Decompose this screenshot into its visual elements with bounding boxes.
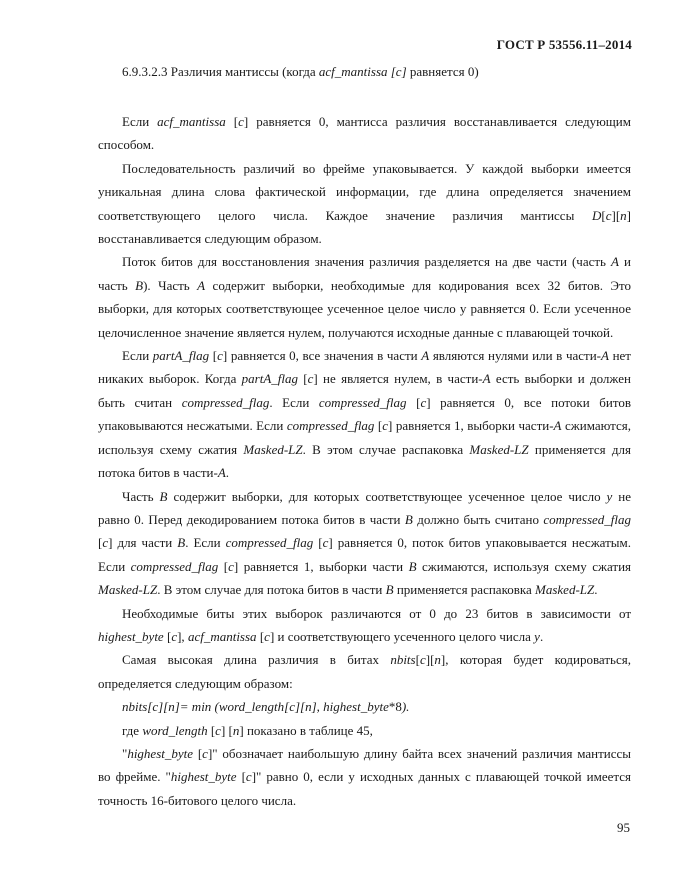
section-number: 6.9.3.2.3: [122, 64, 168, 79]
section-heading: 6.9.3.2.3 Различия мантиссы (когда acf_mantissa [c] равняется 0): [122, 64, 479, 79]
standard-header: ГОСТ Р 53556.11–2014: [496, 37, 632, 52]
paragraph-2: Последовательность различий во фрейме упаковывается. У каждой выборки имеется уникальная длина слова фактической информации, где длина определяется значением соответствующего целого числа. Каждое значение различия мантиссы D[c][n] восстанавливается следующим образом.: [98, 160, 631, 247]
paragraph-6: Необходимые биты этих выборок различаются от 0 до 23 битов в зависимости от highest_byte [c], acf_mantissa [c] и соответствующего усеченного целого числа y.: [98, 605, 631, 644]
paragraph-4: Если partA_flag [c] равняется 0, все значения в части A являются нулями или в части-A нет никаких выборок. Когда partA_flag [c] не является нулем, в части-A есть выборки и должен быть считан compressed_flag. Если compressed_flag [c] равняется 0, все потоки битов упаковываются несжатыми. Если compressed_flag [c] равняется 1, выборки части-A сжимаются, используя схему сжатия Masked-LZ. В этом случае распаковка Masked-LZ применяется для потока битов в части-A.: [98, 348, 632, 481]
paragraph-3: Поток битов для восстановления значения различия разделяется на две части (часть A и часть B). Часть A содержит выборки, необходимые для кодирования всех 32 битов. Это выборки, для которых соответствующее усеченное целое число y равняется 0. Если усеченное целочисленное значение является нулем, получаются исходные данные с плавающей точкой.: [98, 254, 631, 340]
paragraph-5: Часть B содержит выборки, для которых соответствующее усеченное целое число y не равно 0. Перед декодированием потока битов в части B должно быть считано compressed_flag [c] для части B. Если compressed_flag [c] равняется 0, поток битов упаковывается несжатым. Если compressed_flag [c] равняется 1, выборки части B сжимаются, используя схему сжатия Masked-LZ. В этом случае для потока битов в части B применяется распаковка Masked-LZ.: [98, 488, 632, 598]
formula: nbits[c][n]= min (word_length[c][n], highest_byte*8).: [122, 699, 410, 715]
document-body: [98, 110, 631, 812]
paragraph-8: где word_length [c] [n] показано в таблице 45,: [122, 722, 373, 738]
paragraph-7: Самая высокая длина различия в битах nbits[c][n], которая будет кодироваться, определяется следующим образом:: [98, 652, 631, 691]
paragraph-1: Если acf_mantissa [c] равняется 0, мантисса различия восстанавливается следующим способом.: [98, 114, 631, 153]
paragraph-9: "highest_byte [c]" обозначает наибольшую длину байта всех значений различия мантиссы во фрейме. "highest_byte [c]" равно 0, если у исходных данных с плавающей точкой имеется точность 16-битового целого числа.: [98, 745, 631, 808]
page-number: 95: [617, 820, 630, 835]
